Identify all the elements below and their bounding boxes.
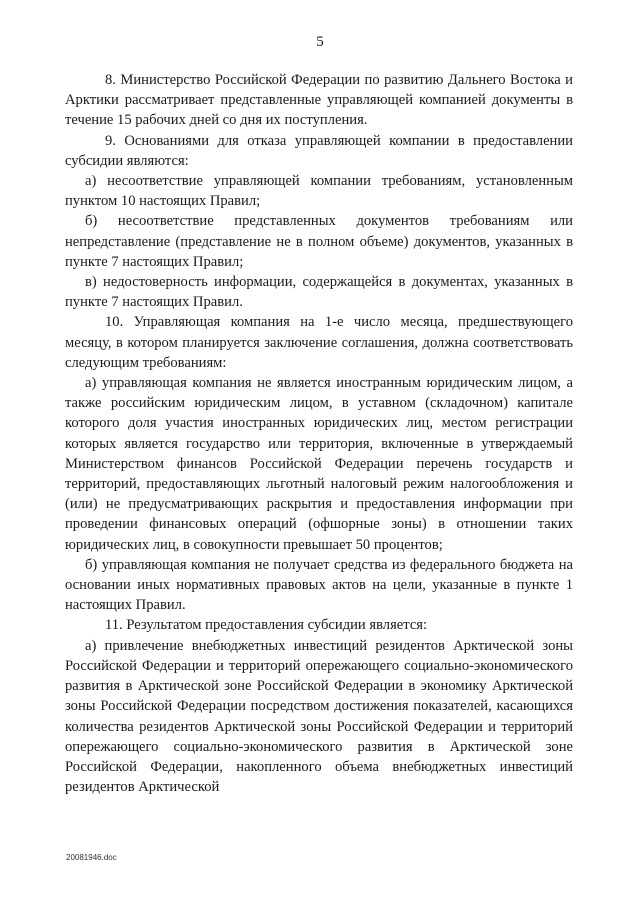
page-number: 5: [316, 34, 324, 50]
paragraph-11-a: а) привлечение внебюджетных инвестиций резидентов Арктической зоны Российской Федерации и территорий опережающего социально-экономического развития в Арктической зоне Российской Федерации в экономику Арктической зоны Российской Федерации посредством достижения показателей, касающихся количества резидентов Арктической зоны Российской Федерации и территорий опережающего социально-экономического развития в Арктической зоне Российской Федерации, накопленного объема внебюджетных инвестиций резидентов Арктической: [65, 637, 573, 796]
paragraph-10-b: б) управляющая компания не получает средства из федерального бюджета на основании иных нормативных правовых актов на цели, указанные в пункте 1 настоящих Правил.: [65, 556, 573, 614]
paragraph-9-b: б) несоответствие представленных документов требованиям или непредставление (представление не в полном объеме) документов, указанных в пункте 7 настоящих Правил;: [65, 213, 573, 270]
paragraph-10-a: а) управляющая компания не является иностранным юридическим лицом, а также российским юридическим лицом, в уставном (складочном) капитале которого доля участия иностранных юридических лиц, местом регистрации которых является государство или территория, включенные в утверждаемый Министерством финансов Российской Федерации перечень государств и территорий, предоставляющих льготный налоговый режим налогообложения и (или) не предусматривающих раскрытия и предоставления информации при проведении финансовых операций (офшорные зоны) в отношении таких юридических лиц, в совокупности превышает 50 процентов;: [65, 375, 573, 553]
paragraph-9: 9. Основаниями для отказа управляющей компании в предоставлении субсидии являются:: [65, 132, 573, 169]
file-name-footer: 20081946.doc: [66, 853, 117, 862]
paragraph-8: 8. Министерство Российской Федерации по развитию Дальнего Востока и Арктики рассматривает представленные управляющей компанией документы в течение 15 рабочих дней со дня их поступления.: [65, 72, 573, 129]
paragraph-11: 11. Результатом предоставления субсидии является:: [105, 617, 428, 634]
document-body: [65, 70, 573, 797]
paragraph-9-a: а) несоответствие управляющей компании требованиям, установленным пунктом 10 настоящих Правил;: [65, 173, 573, 210]
paragraph-10: 10. Управляющая компания на 1-е число месяца, предшествующего месяцу, в котором планируется заключение соглашения, должна соответствовать следующим требованиям:: [65, 314, 573, 371]
paragraph-9-v: в) недостоверность информации, содержащейся в документах, указанных в пункте 7 настоящих Правил.: [65, 274, 573, 311]
